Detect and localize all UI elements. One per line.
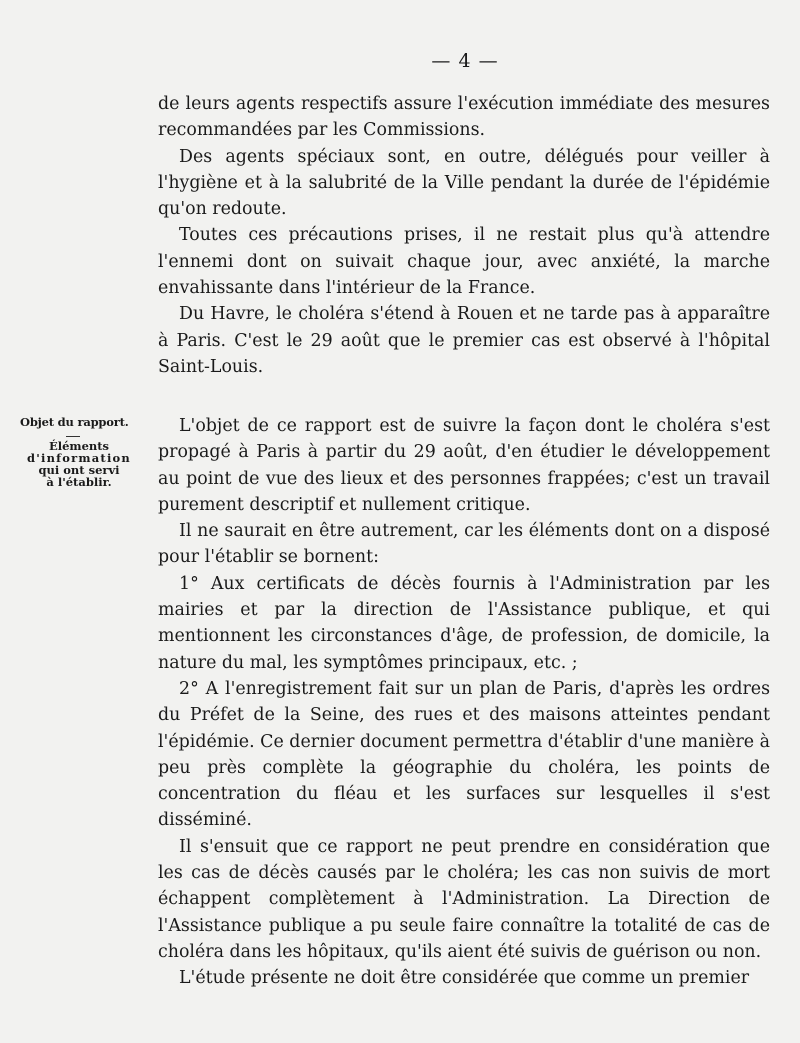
margin-note-line: qui ont servi (38, 463, 120, 477)
margin-note-divider (66, 436, 80, 437)
paragraph-item-2: 2° A l'enregistrement fait sur un plan de Paris, d'après les ordres du Préfet de la Seine, des rues et des maisons atteintes pendant l'épidémie. Ce dernier document permettra d'établir d'une manière à peu près complète la géographie du choléra, les points de concentration du fléau et les surfaces sur lesquelles il s'est disséminé. (158, 678, 770, 831)
margin-note-elements (20, 440, 138, 488)
margin-note-line: à l'établir. (46, 475, 112, 489)
paragraph-item-1: 1° Aux certificats de décès fournis à l'Administration par les mairies et par la direction de l'Assistance publique, et qui mentionnent les circonstances d'âge, de profession, de domicile, la nature du mal, les symptômes principaux, etc. ; (158, 573, 770, 673)
paragraph-etude: L'étude présente ne doit être considérée que comme un premier (179, 968, 750, 989)
margin-notes (20, 416, 142, 488)
paragraph-continuation: de leurs agents respectifs assure l'exécution immédiate des mesures recommandées par les Commissions. (158, 94, 770, 141)
page-number: — 4 — (431, 50, 499, 72)
paragraph-agents-speciaux: Des agents spéciaux sont, en outre, délégués pour veiller à l'hygiène et à la salubrité de la Ville pendant la durée de l'épidémie qu'on redoute. (158, 146, 770, 220)
paragraph-precautions: Toutes ces précautions prises, il ne restait plus qu'à attendre l'ennemi dont on suivait chaque jour, avec anxiété, la marche envahissante dans l'intérieur de la France. (158, 225, 770, 299)
paragraph-objet: L'objet de ce rapport est de suivre la façon dont le choléra s'est propagé à Paris à partir du 29 août, d'en étudier le développement au point de vue des lieux et des personnes frappées; c'est un travail purement descriptif et nullement critique. (158, 416, 770, 515)
body-text-top (158, 91, 770, 380)
body-text-bottom (158, 413, 770, 992)
margin-note-line: Éléments (48, 439, 110, 453)
paragraph-havre: Du Havre, le choléra s'étend à Rouen et ne tarde pas à apparaître à Paris. C'est le 29 août que le premier cas est observé à l'hôpital Saint-Louis. (158, 304, 770, 377)
paragraph-consequence: Il s'ensuit que ce rapport ne peut prendre en considération que les cas de décès causés par le choléra; les cas non suivis de mort échappent complètement à l'Administration. La Direction de l'Assistance publique a pu seule faire connaître la totalité de cas de choléra dans les hôpitaux, qu'ils aient été suivis de guérison ou non. (158, 836, 770, 962)
margin-note-objet: Objet du rapport. (20, 415, 129, 429)
margin-note-line: d'information (27, 451, 131, 465)
paragraph-elements: Il ne saurait en être autrement, car les éléments dont on a disposé pour l'établir se bornent: (158, 521, 770, 568)
